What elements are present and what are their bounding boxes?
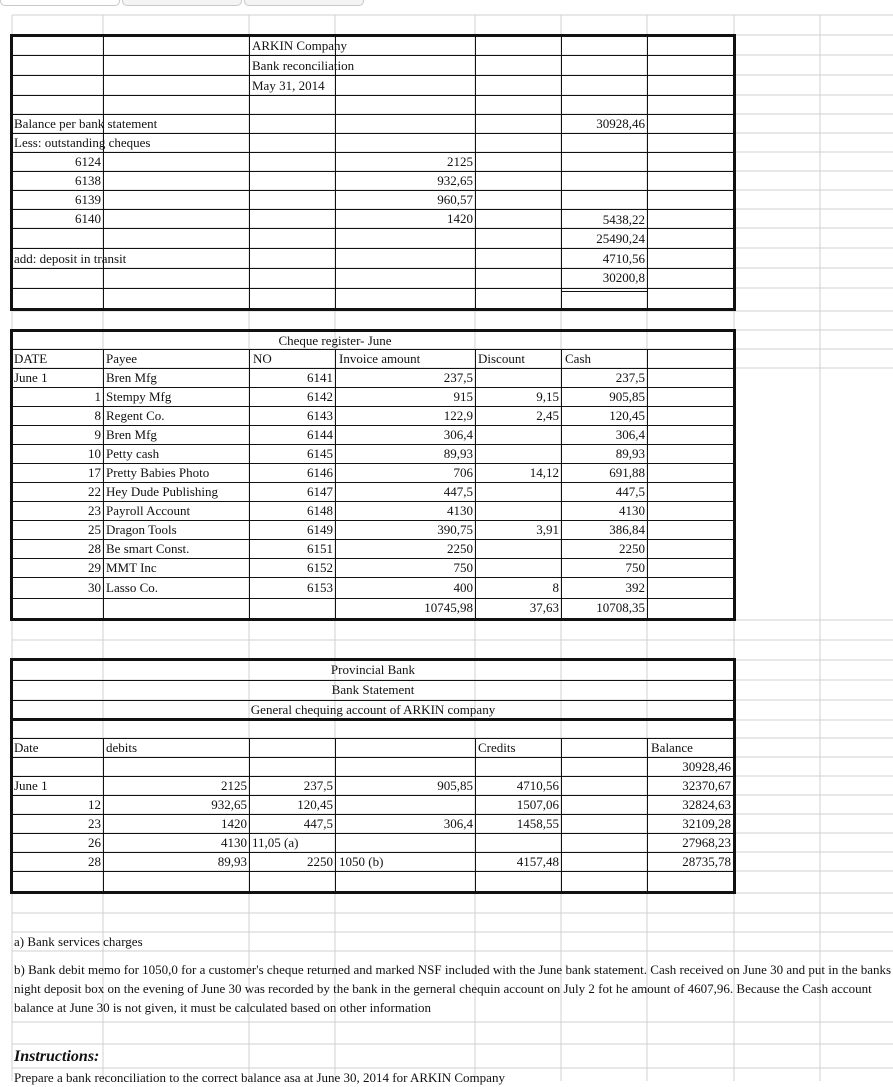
less-outstanding-label: Less: outstanding cheques — [14, 135, 151, 150]
statement-debit: 2125 — [221, 778, 247, 793]
statement-day: 12 — [88, 797, 101, 812]
register-cash: 306,4 — [615, 427, 645, 442]
statement-note-b: 1050 (b) — [339, 854, 384, 869]
outstanding-cheque-amount: 1420 — [447, 211, 473, 226]
register-no: 6151 — [307, 541, 333, 556]
outstanding-cheque-no: 6140 — [75, 211, 101, 226]
register-no: 6141 — [307, 370, 333, 385]
register-payee: Be smart Const. — [106, 541, 190, 556]
balance-per-bank-value: 30928,46 — [596, 116, 645, 131]
bank-statement-subtitle: General chequing account of ARKIN company — [250, 702, 496, 717]
col-header-invoice: Invoice amount — [339, 351, 421, 366]
register-payee: Bren Mfg — [106, 370, 157, 385]
balance-per-bank-label: Balance per bank statement — [14, 116, 158, 131]
sheet-tab[interactable] — [122, 0, 242, 6]
adjusted-balance: 30200,8 — [602, 270, 645, 285]
register-payee: Bren Mfg — [106, 427, 157, 442]
register-invoice: 706 — [453, 465, 473, 480]
register-invoice: 306,4 — [443, 427, 473, 442]
register-payee: MMT Inc — [106, 560, 157, 575]
col-header-date: DATE — [14, 351, 48, 366]
register-invoice: 447,5 — [443, 484, 473, 499]
register-no: 6146 — [307, 465, 333, 480]
statement-day: 26 — [88, 835, 101, 850]
statement-balance: 28735,78 — [682, 854, 731, 869]
outstanding-cheque-no: 6124 — [75, 154, 101, 169]
bank-name: Provincial Bank — [330, 662, 416, 677]
note-b: b) Bank debit memo for 1050,0 for a customer's cheque returned and marked NSF included with the June bank statement. Cash received on June 30 and put in the banks night deposit box on the evening of June 30 was recorded by the bank in the gerneral chequin account on July 2 fot he amount of 4607,96. Because the Cash account balance at June 30 is not given, it must be calculated based on other information — [14, 962, 892, 1015]
register-invoice: 4130 — [447, 503, 473, 518]
outstanding-total: 5438,22 — [602, 212, 645, 227]
register-cash: 4130 — [619, 503, 645, 518]
statement-debit: 120,45 — [297, 797, 333, 812]
register-no: 6142 — [307, 389, 333, 404]
register-cash: 386,84 — [609, 522, 645, 537]
register-no: 6144 — [307, 427, 333, 442]
register-total-cash: 10708,35 — [596, 600, 645, 615]
reconciliation-date: May 31, 2014 — [252, 78, 325, 93]
reconciliation-subtotal: 25490,24 — [596, 231, 645, 246]
statement-balance: 27968,23 — [682, 835, 731, 850]
register-payee: Lasso Co. — [106, 580, 158, 595]
sheet-tab[interactable] — [244, 0, 364, 6]
outstanding-cheque-amount: 2125 — [447, 154, 473, 169]
register-no: 6148 — [307, 503, 333, 518]
statement-col-credits: Credits — [478, 740, 516, 755]
register-payee: Hey Dude Publishing — [106, 484, 218, 499]
register-cash: 447,5 — [615, 484, 645, 499]
register-invoice: 750 — [453, 560, 473, 575]
statement-credit: 4157,48 — [516, 854, 559, 869]
register-payee: Stempy Mfg — [106, 389, 172, 404]
statement-debit: 89,93 — [217, 854, 247, 869]
statement-debit: 932,65 — [211, 797, 247, 812]
register-cash: 691,88 — [609, 465, 645, 480]
register-month-label: June 1 — [14, 370, 48, 385]
col-header-cash: Cash — [565, 351, 591, 366]
deposit-in-transit-value: 4710,56 — [602, 251, 645, 266]
register-invoice: 2250 — [447, 541, 473, 556]
outstanding-cheque-amount: 932,65 — [437, 173, 473, 188]
statement-debit: 447,5 — [303, 816, 333, 831]
register-discount: 9,15 — [536, 389, 559, 404]
cheque-register-title: Cheque register- June — [278, 333, 392, 348]
register-no: 6152 — [307, 560, 333, 575]
register-cash: 237,5 — [615, 370, 645, 385]
register-payee: Regent Co. — [106, 408, 165, 423]
register-cash: 392 — [625, 580, 645, 595]
register-invoice: 400 — [453, 580, 473, 595]
register-cash: 120,45 — [609, 408, 645, 423]
register-day: 17 — [88, 465, 101, 480]
register-no: 6143 — [307, 408, 333, 423]
register-day: 28 — [88, 541, 101, 556]
register-invoice: 237,5 — [443, 370, 473, 385]
register-day: 29 — [88, 560, 101, 575]
register-cash: 2250 — [619, 541, 645, 556]
register-day: 25 — [88, 522, 101, 537]
register-no: 6147 — [307, 484, 333, 499]
statement-day: 23 — [88, 816, 101, 831]
register-payee: Dragon Tools — [106, 522, 177, 537]
register-payee: Payroll Account — [106, 503, 191, 518]
register-discount: 8 — [552, 580, 559, 595]
statement-credit: 1507,06 — [516, 797, 559, 812]
register-cash: 750 — [625, 560, 645, 575]
statement-balance: 32109,28 — [682, 816, 731, 831]
register-no: 6149 — [307, 522, 333, 537]
register-day: 1 — [94, 389, 101, 404]
statement-note-a: 11,05 (a) — [252, 835, 299, 850]
statement-opening-balance: 30928,46 — [682, 759, 731, 774]
register-payee: Pretty Babies Photo — [106, 465, 210, 480]
bank-statement-title: Bank Statement — [331, 682, 415, 697]
reconciliation-title: Bank reconciliation — [252, 58, 355, 73]
statement-col-debits: debits — [106, 740, 138, 755]
register-discount: 2,45 — [536, 408, 559, 423]
statement-day: 28 — [88, 854, 101, 869]
outstanding-cheque-amount: 960,57 — [437, 192, 473, 207]
sheet-tab[interactable] — [0, 0, 120, 6]
instructions-heading: Instructions: — [14, 1048, 100, 1065]
register-payee: Petty cash — [106, 446, 160, 461]
statement-debit: 905,85 — [437, 778, 473, 793]
statement-col-balance: Balance — [651, 740, 693, 755]
instructions-text: Prepare a bank reconciliation to the correct balance asa at June 30, 2014 for ARKIN Company — [14, 1070, 505, 1085]
company-name: ARKIN Company — [252, 38, 347, 53]
register-total-invoice: 10745,98 — [424, 600, 473, 615]
statement-balance: 32370,67 — [682, 778, 731, 793]
deposit-in-transit-label: add: deposit in transit — [14, 251, 127, 266]
register-day: 8 — [94, 408, 101, 423]
statement-balance: 32824,63 — [682, 797, 731, 812]
statement-month-label: June 1 — [14, 778, 48, 793]
register-cash: 905,85 — [609, 389, 645, 404]
col-header-payee: Payee — [106, 351, 138, 366]
statement-col-date: Date — [14, 740, 39, 755]
col-header-discount: Discount — [478, 351, 525, 366]
register-day: 22 — [88, 484, 101, 499]
statement-debit: 4130 — [221, 835, 247, 850]
register-cash: 89,93 — [615, 446, 645, 461]
register-day: 23 — [88, 503, 101, 518]
register-invoice: 915 — [453, 389, 473, 404]
register-day: 30 — [88, 580, 101, 595]
outstanding-cheque-no: 6139 — [75, 192, 101, 207]
register-invoice: 390,75 — [437, 522, 473, 537]
col-header-no: NO — [253, 351, 272, 366]
register-total-discount: 37,63 — [529, 600, 559, 615]
statement-credit: 4710,56 — [516, 778, 559, 793]
register-no: 6153 — [307, 580, 333, 595]
register-no: 6145 — [307, 446, 333, 461]
note-a: a) Bank services charges — [14, 934, 143, 949]
register-invoice: 89,93 — [443, 446, 473, 461]
outstanding-cheque-no: 6138 — [75, 173, 101, 188]
statement-debit: 2250 — [307, 854, 333, 869]
register-invoice: 122,9 — [443, 408, 473, 423]
statement-debit: 1420 — [221, 816, 247, 831]
register-day: 9 — [94, 427, 101, 442]
register-discount: 14,12 — [529, 465, 559, 480]
statement-credit: 1458,55 — [516, 816, 559, 831]
statement-debit: 306,4 — [443, 816, 473, 831]
register-discount: 3,91 — [536, 522, 559, 537]
statement-debit: 237,5 — [303, 778, 333, 793]
register-day: 10 — [88, 446, 101, 461]
